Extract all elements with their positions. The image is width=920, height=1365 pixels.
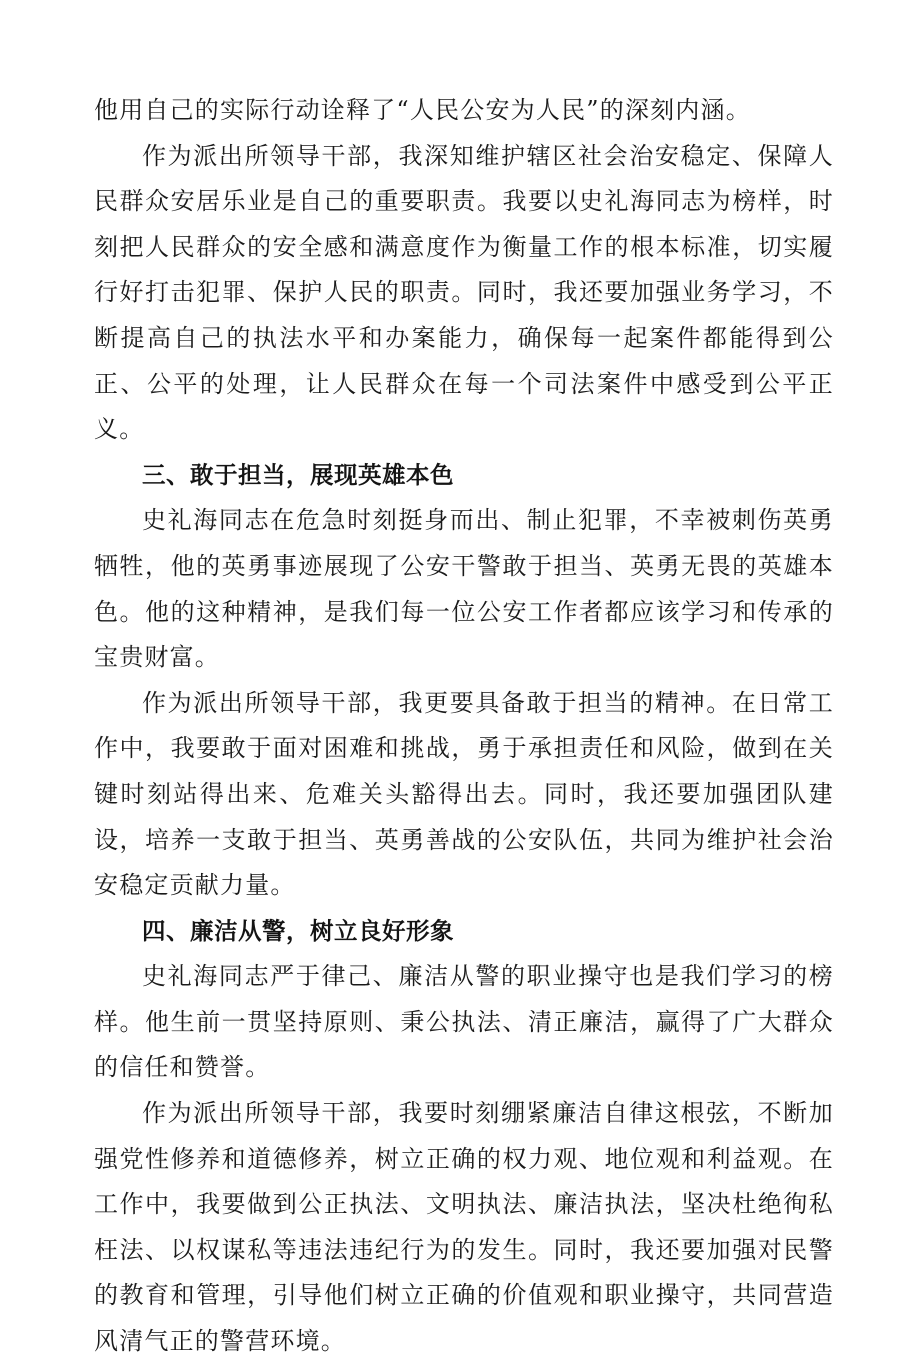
paragraph-heroic-deed: 史礼海同志在危急时刻挺身而出、制止犯罪，不幸被刺伤英勇牺牲，他的英勇事迹展现了公安干警敢于担当、英勇无畏的英雄本色。他的这种精神，是我们每一位公安工作者都应该学习和传承的宝贵财富。: [94, 506, 834, 672]
paragraph-duty-statement: 作为派出所领导干部，我深知维护辖区社会治安稳定、保障人民群众安居乐业是自己的重要职责。我要以史礼海同志为榜样，时刻把人民群众的安全感和满意度作为衡量工作的根本标准，切实履行好打击犯罪、保护人民的职责。同时，我还要加强业务学习，不断提高自己的执法水平和办案能力，确保每一起案件都能得到公正、公平的处理，让人民群众在每一个司法案件中感受到公平正义。: [94, 141, 834, 444]
paragraph-take-responsibility: 作为派出所领导干部，我更要具备敢于担当的精神。在日常工作中，我要敢于面对困难和挑战，勇于承担责任和风险，做到在关键时刻站得出来、危难关头豁得出去。同时，我还要加强团队建设，培养一支敢于担当、英勇善战的公安队伍，共同为维护社会治安稳定贡献力量。: [94, 688, 834, 900]
section-heading-four: 四、廉洁从警，树立良好形象: [142, 916, 454, 945]
paragraph-continuation: 他用自己的实际行动诠释了“人民公安为人民”的深刻内涵。: [94, 96, 751, 124]
document-body: [94, 88, 834, 1365]
paragraph-integrity-example: 史礼海同志严于律己、廉洁从警的职业操守也是我们学习的榜样。他生前一贯坚持原则、秉公执法、清正廉洁，赢得了广大群众的信任和赞誉。: [94, 962, 834, 1082]
section-heading-three: 三、敢于担当，展现英雄本色: [142, 460, 454, 489]
paragraph-integrity-commitment: 作为派出所领导干部，我要时刻绷紧廉洁自律这根弦，不断加强党性修养和道德修养，树立正确的权力观、地位观和利益观。在工作中，我要做到公正执法、文明执法、廉洁执法，坚决杜绝徇私枉法、以权谋私等违法违纪行为的发生。同时，我还要加强对民警的教育和管理，引导他们树立正确的价值观和职业操守，共同营造风清气正的警营环境。: [94, 1099, 834, 1356]
